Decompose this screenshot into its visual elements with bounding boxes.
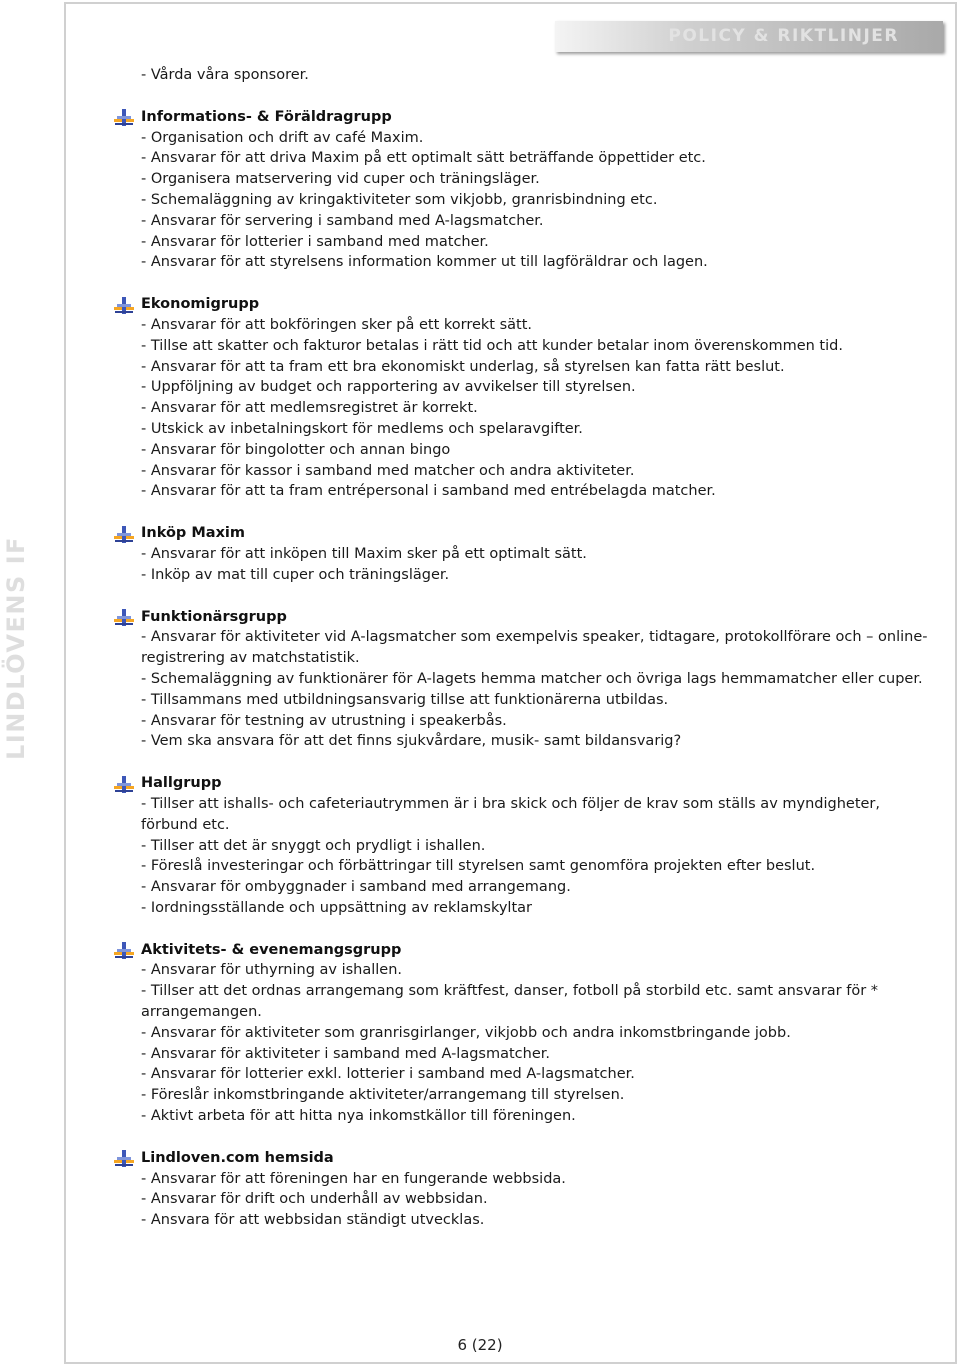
list-item: - Organisera matservering vid cuper och träningsläger. [141, 171, 540, 188]
group-list [113, 107, 933, 1231]
group-heading [113, 294, 933, 315]
list-item: - Ansvarar för aktiviteter i samband med A-lagsmatcher. [141, 1045, 551, 1062]
list-item: - Ansvarar för att medlemsregistret är korrekt. [141, 400, 478, 417]
group-items [113, 627, 933, 752]
group-title: Ekonomigrupp [141, 296, 260, 313]
list-item: - Ansvarar för att ta fram ett bra ekonomiskt underlag, så styrelsen kan fatta rätt beslut. [141, 358, 785, 375]
list-item: - Ansvarar för aktiviteter som granrisgirlanger, vikjobb och andra inkomstbringande jobb. [141, 1024, 791, 1041]
bullet-icon [113, 295, 135, 315]
group-title: Lindloven.com hemsida [141, 1149, 334, 1166]
group-title: Funktionärsgrupp [141, 608, 287, 625]
group-heading [113, 773, 933, 794]
header-title: POLICY & RIKTLINJER [668, 26, 899, 46]
list-item: - Vem ska ansvara för att det finns sjukvårdare, musik- samt bildansvarig? [141, 733, 682, 750]
list-item: - Ansvarar för lotterier i samband med matcher. [141, 233, 489, 250]
group-items [113, 794, 933, 919]
header-banner [555, 21, 943, 52]
list-item: - Tillsammans med utbildningsansvarig tillse att funktionärerna utbildas. [141, 691, 669, 708]
group-title: Aktivitets- & evenemangsgrupp [141, 941, 402, 958]
group-section [113, 773, 933, 919]
list-item: - Tillser att det är snyggt och prydligt i ishallen. [141, 837, 486, 854]
list-item: - Ansvarar för att styrelsens information kommer ut till lagföräldrar och lagen. [141, 254, 708, 271]
side-label: LINDLÖVENS IF [2, 536, 30, 760]
bullet-icon [113, 524, 135, 544]
list-item: - Ansvarar för att inköpen till Maxim sker på ett optimalt sätt. [141, 545, 587, 562]
bullet-icon [113, 940, 135, 960]
group-title: Inköp Maxim [141, 525, 246, 542]
group-items [113, 315, 933, 502]
group-section [113, 1148, 933, 1231]
list-item: - Ansvarar för drift och underhåll av webbsidan. [141, 1191, 488, 1208]
bullet-icon [113, 774, 135, 794]
list-item: - Uppföljning av budget och rapportering av avvikelser till styrelsen. [141, 379, 636, 396]
group-heading [113, 607, 933, 628]
group-items [113, 1169, 933, 1231]
list-item: - Ansvarar för uthyrning av ishallen. [141, 962, 403, 979]
group-section [113, 940, 933, 1127]
bullet-icon [113, 607, 135, 627]
list-item: - Inköp av mat till cuper och träningsläger. [141, 566, 450, 583]
intro-line: - Vårda våra sponsorer. [141, 67, 309, 83]
list-item: - Föreslå investeringar och förbättringar till styrelsen samt genomföra projekten efter beslut. [141, 858, 816, 875]
list-item: - Ansvarar för kassor i samband med matcher och andra aktiviteter. [141, 462, 635, 479]
group-section [113, 607, 933, 753]
group-heading [113, 940, 933, 961]
list-item: - Ansvarar för servering i samband med A-lagsmatcher. [141, 212, 544, 229]
list-item: - Tillser att det ordnas arrangemang som kräftfest, danser, fotboll på storbild etc. samt ansvarar för * arrangemangen. [141, 983, 879, 1021]
list-item: - Ansvarar för lotterier exkl. lotterier i samband med A-lagsmatcher. [141, 1066, 635, 1083]
group-heading [113, 523, 933, 544]
list-item: - Schemaläggning av funktionärer för A-lagets hemma matcher och övriga lags hemmamatcher eller cuper. [141, 670, 923, 687]
list-item: - Organisation och drift av café Maxim. [141, 129, 424, 146]
list-item: - Ansvara för att webbsidan ständigt utvecklas. [141, 1212, 485, 1229]
list-item: - Ansvarar för ombyggnader i samband med arrangemang. [141, 879, 571, 896]
list-item: - Ansvarar för att driva Maxim på ett optimalt sätt beträffande öppettider etc. [141, 150, 706, 167]
list-item: - Tillser att ishalls- och cafeteriautrymmen är i bra skick och följer de krav som ställs av myndigheter, förbund etc. [141, 795, 881, 833]
group-items [113, 544, 933, 586]
list-item: - Ansvarar för testning av utrustning i speakerbås. [141, 712, 507, 729]
group-section [113, 523, 933, 585]
group-heading [113, 1148, 933, 1169]
list-item: - Iordningsställande och uppsättning av reklamskyltar [141, 899, 532, 916]
list-item: - Utskick av inbetalningskort för medlems och spelaravgifter. [141, 420, 583, 437]
list-item: - Ansvarar för att föreningen har en fungerande webbsida. [141, 1170, 566, 1187]
list-item: - Ansvarar för att bokföringen sker på ett korrekt sätt. [141, 316, 533, 333]
group-title: Informations- & Föräldragrupp [141, 108, 392, 125]
list-item: - Ansvarar för bingolotter och annan bingo [141, 441, 451, 458]
bullet-icon [113, 1148, 135, 1168]
page-number: 6 (22) [457, 1336, 503, 1354]
group-items [113, 128, 933, 274]
group-section [113, 107, 933, 273]
bullet-icon [113, 107, 135, 127]
group-title: Hallgrupp [141, 775, 222, 792]
list-item: - Tillse att skatter och fakturor betalas i rätt tid och att kunder betalar inom överenskommen tid. [141, 337, 843, 354]
list-item: - Ansvarar för aktiviteter vid A-lagsmatcher som exempelvis speaker, tidtagare, protokollförare och – online-registrering av matchstatistik. [141, 629, 928, 667]
list-item: - Ansvarar för att ta fram entrépersonal i samband med entrébelagda matcher. [141, 483, 716, 500]
group-items [113, 960, 933, 1126]
list-item: - Aktivt arbeta för att hitta nya inkomstkällor till föreningen. [141, 1108, 576, 1125]
group-section [113, 294, 933, 502]
document-body [113, 65, 933, 1231]
list-item: - Föreslår inkomstbringande aktiviteter/arrangemang till styrelsen. [141, 1087, 625, 1104]
group-heading [113, 107, 933, 128]
list-item: - Schemaläggning av kringaktiviteter som vikjobb, granrisbindning etc. [141, 191, 658, 208]
